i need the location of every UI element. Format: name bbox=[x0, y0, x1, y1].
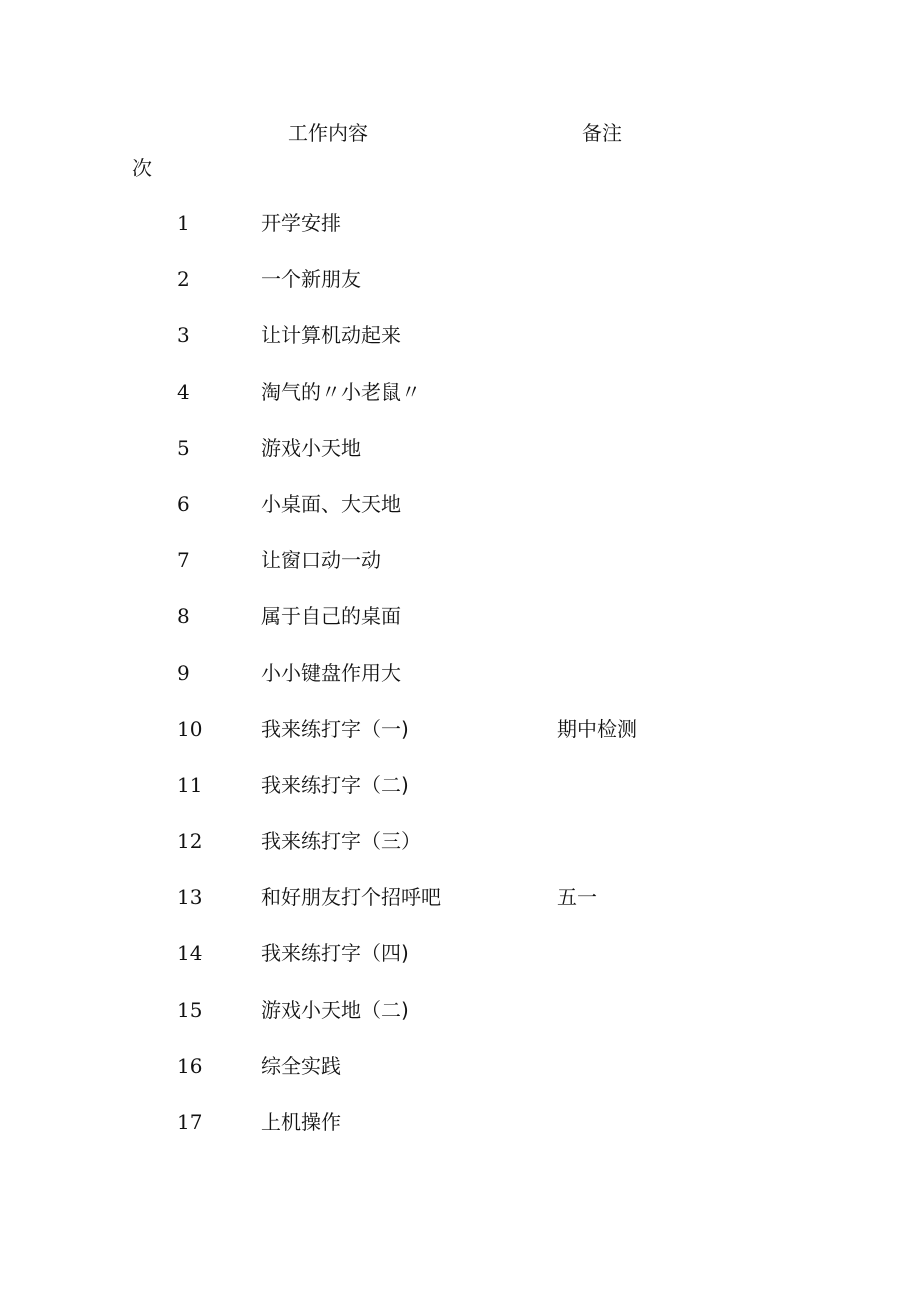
row-number: 4 bbox=[177, 379, 190, 404]
row-remark: 五一 bbox=[557, 885, 597, 910]
row-number: 5 bbox=[177, 435, 190, 460]
table-row bbox=[0, 998, 920, 1054]
row-number: 12 bbox=[177, 829, 203, 854]
row-content: 我来练打字（三） bbox=[261, 829, 421, 854]
row-number: 9 bbox=[177, 660, 190, 685]
row-number: 2 bbox=[177, 267, 190, 292]
row-number: 13 bbox=[177, 885, 203, 910]
row-content: 让计算机动起来 bbox=[261, 323, 401, 348]
table-row bbox=[0, 323, 920, 379]
table-row bbox=[0, 941, 920, 997]
row-number: 3 bbox=[177, 323, 190, 348]
row-content: 开学安排 bbox=[261, 211, 341, 235]
row-content: 和好朋友打个招呼吧 bbox=[261, 885, 441, 910]
header-content: 工作内容 bbox=[288, 121, 368, 145]
table-row bbox=[0, 717, 920, 773]
row-number: 7 bbox=[177, 548, 190, 573]
table-row bbox=[0, 492, 920, 548]
header-remark: 备注 bbox=[582, 121, 622, 145]
table-row bbox=[0, 604, 920, 660]
table-row bbox=[0, 661, 920, 717]
row-content: 游戏小天地（二) bbox=[261, 997, 409, 1022]
row-number: 11 bbox=[177, 772, 203, 797]
table-row bbox=[0, 829, 920, 885]
row-content: 游戏小天地 bbox=[261, 435, 361, 460]
row-number: 14 bbox=[177, 941, 203, 966]
row-content: 一个新朋友 bbox=[261, 267, 361, 292]
row-number: 1 bbox=[177, 211, 190, 235]
row-content: 淘气的〃小老鼠〃 bbox=[261, 379, 421, 404]
table-row bbox=[0, 436, 920, 492]
table-row bbox=[0, 1110, 920, 1166]
table-row bbox=[0, 211, 920, 267]
row-content: 综全实践 bbox=[261, 1053, 341, 1078]
row-content: 上机操作 bbox=[261, 1110, 341, 1134]
row-content: 我来练打字（一) bbox=[261, 716, 409, 741]
table-row bbox=[0, 380, 920, 436]
row-content: 我来练打字（二) bbox=[261, 772, 409, 797]
row-content: 让窗口动一动 bbox=[261, 548, 381, 573]
row-content: 我来练打字（四) bbox=[261, 941, 409, 966]
row-remark: 期中检测 bbox=[557, 716, 637, 741]
row-number: 10 bbox=[177, 716, 203, 741]
row-number: 16 bbox=[177, 1053, 203, 1078]
schedule-table bbox=[0, 211, 920, 1166]
row-content: 小小键盘作用大 bbox=[261, 660, 401, 685]
row-content: 小桌面、大天地 bbox=[261, 491, 401, 516]
table-row bbox=[0, 548, 920, 604]
table-row bbox=[0, 267, 920, 323]
table-row bbox=[0, 773, 920, 829]
row-number: 8 bbox=[177, 604, 190, 629]
row-content: 属于自己的桌面 bbox=[261, 604, 401, 629]
row-number: 15 bbox=[177, 997, 203, 1022]
row-number: 6 bbox=[177, 491, 190, 516]
table-row bbox=[0, 885, 920, 941]
table-row bbox=[0, 1054, 920, 1110]
row-number: 17 bbox=[177, 1110, 203, 1134]
header-week: 次 bbox=[132, 156, 152, 180]
